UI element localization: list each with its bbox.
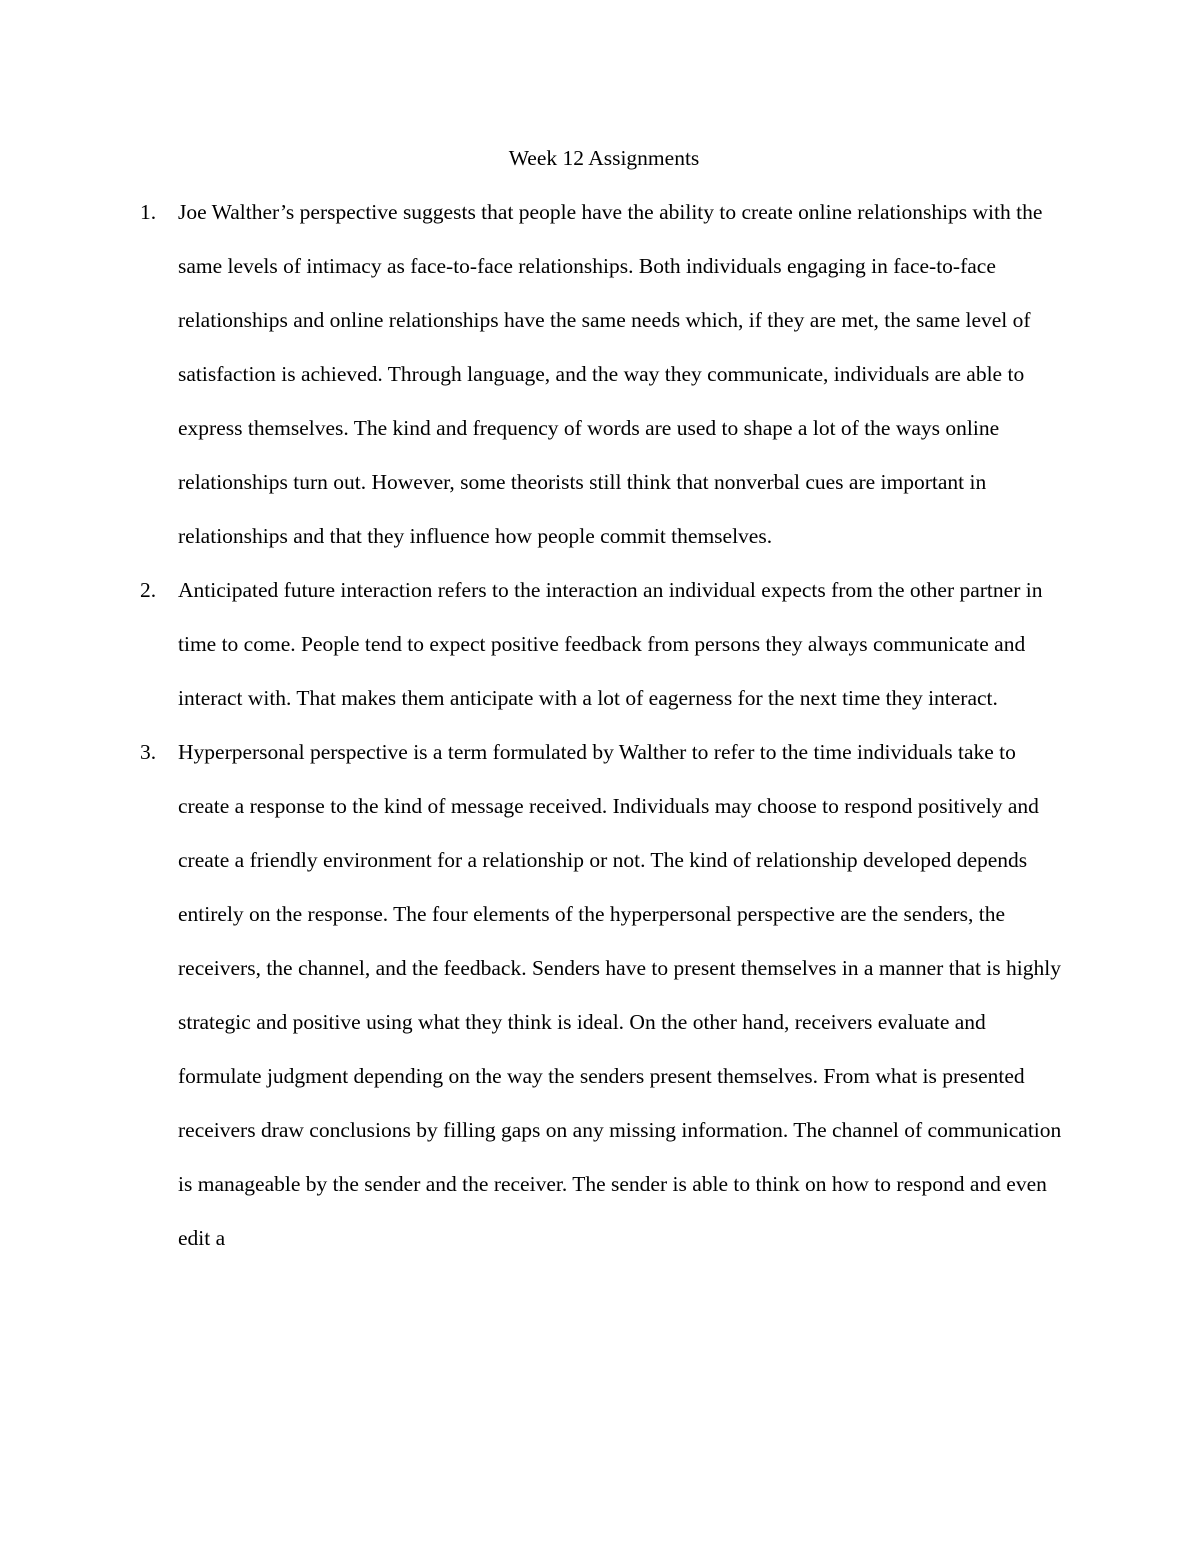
document-title: Week 12 Assignments <box>508 146 700 170</box>
list-item-1 <box>140 185 1068 563</box>
list-item-2-text: Anticipated future interaction refers to the interaction an individual expects from the other partner in time to come. People tend to expect positive feedback from persons they always communicate and interact with. That makes them anticipate with a lot of eagerness for the next time they interact. <box>178 578 1043 710</box>
numbered-list <box>140 185 1068 1265</box>
list-item-1-text: Joe Walther’s perspective suggests that people have the ability to create online relationships with the same levels of intimacy as face-to-face relationships. Both individuals engaging in face-to-face relationships and online relationships have the same needs which, if they are met, the same level of satisfaction is achieved. Through language, and the way they communicate, individuals are able to express themselves. The kind and frequency of words are used to shape a lot of the ways online relationships turn out. However, some theorists still think that nonverbal cues are important in relationships and that they influence how people commit themselves. <box>178 200 1043 548</box>
list-item-3 <box>140 725 1068 1265</box>
list-item-2 <box>140 563 1068 725</box>
list-item-1-number: 1. <box>140 200 157 224</box>
list-item-2-number: 2. <box>140 578 157 602</box>
list-item-3-number: 3. <box>140 740 157 764</box>
list-item-3-text: Hyperpersonal perspective is a term formulated by Walther to refer to the time individuals take to create a response to the kind of message received. Individuals may choose to respond positively and create a friendly environment for a relationship or not. The kind of relationship developed depends entirely on the response. The four elements of the hyperpersonal perspective are the senders, the receivers, the channel, and the feedback. Senders have to present themselves in a manner that is highly strategic and positive using what they think is ideal. On the other hand, receivers evaluate and formulate judgment depending on the way the senders present themselves. From what is presented receivers draw conclusions by filling gaps on any missing information. The channel of communication is manageable by the sender and the receiver. The sender is able to think on how to respond and even edit a <box>178 740 1062 1250</box>
